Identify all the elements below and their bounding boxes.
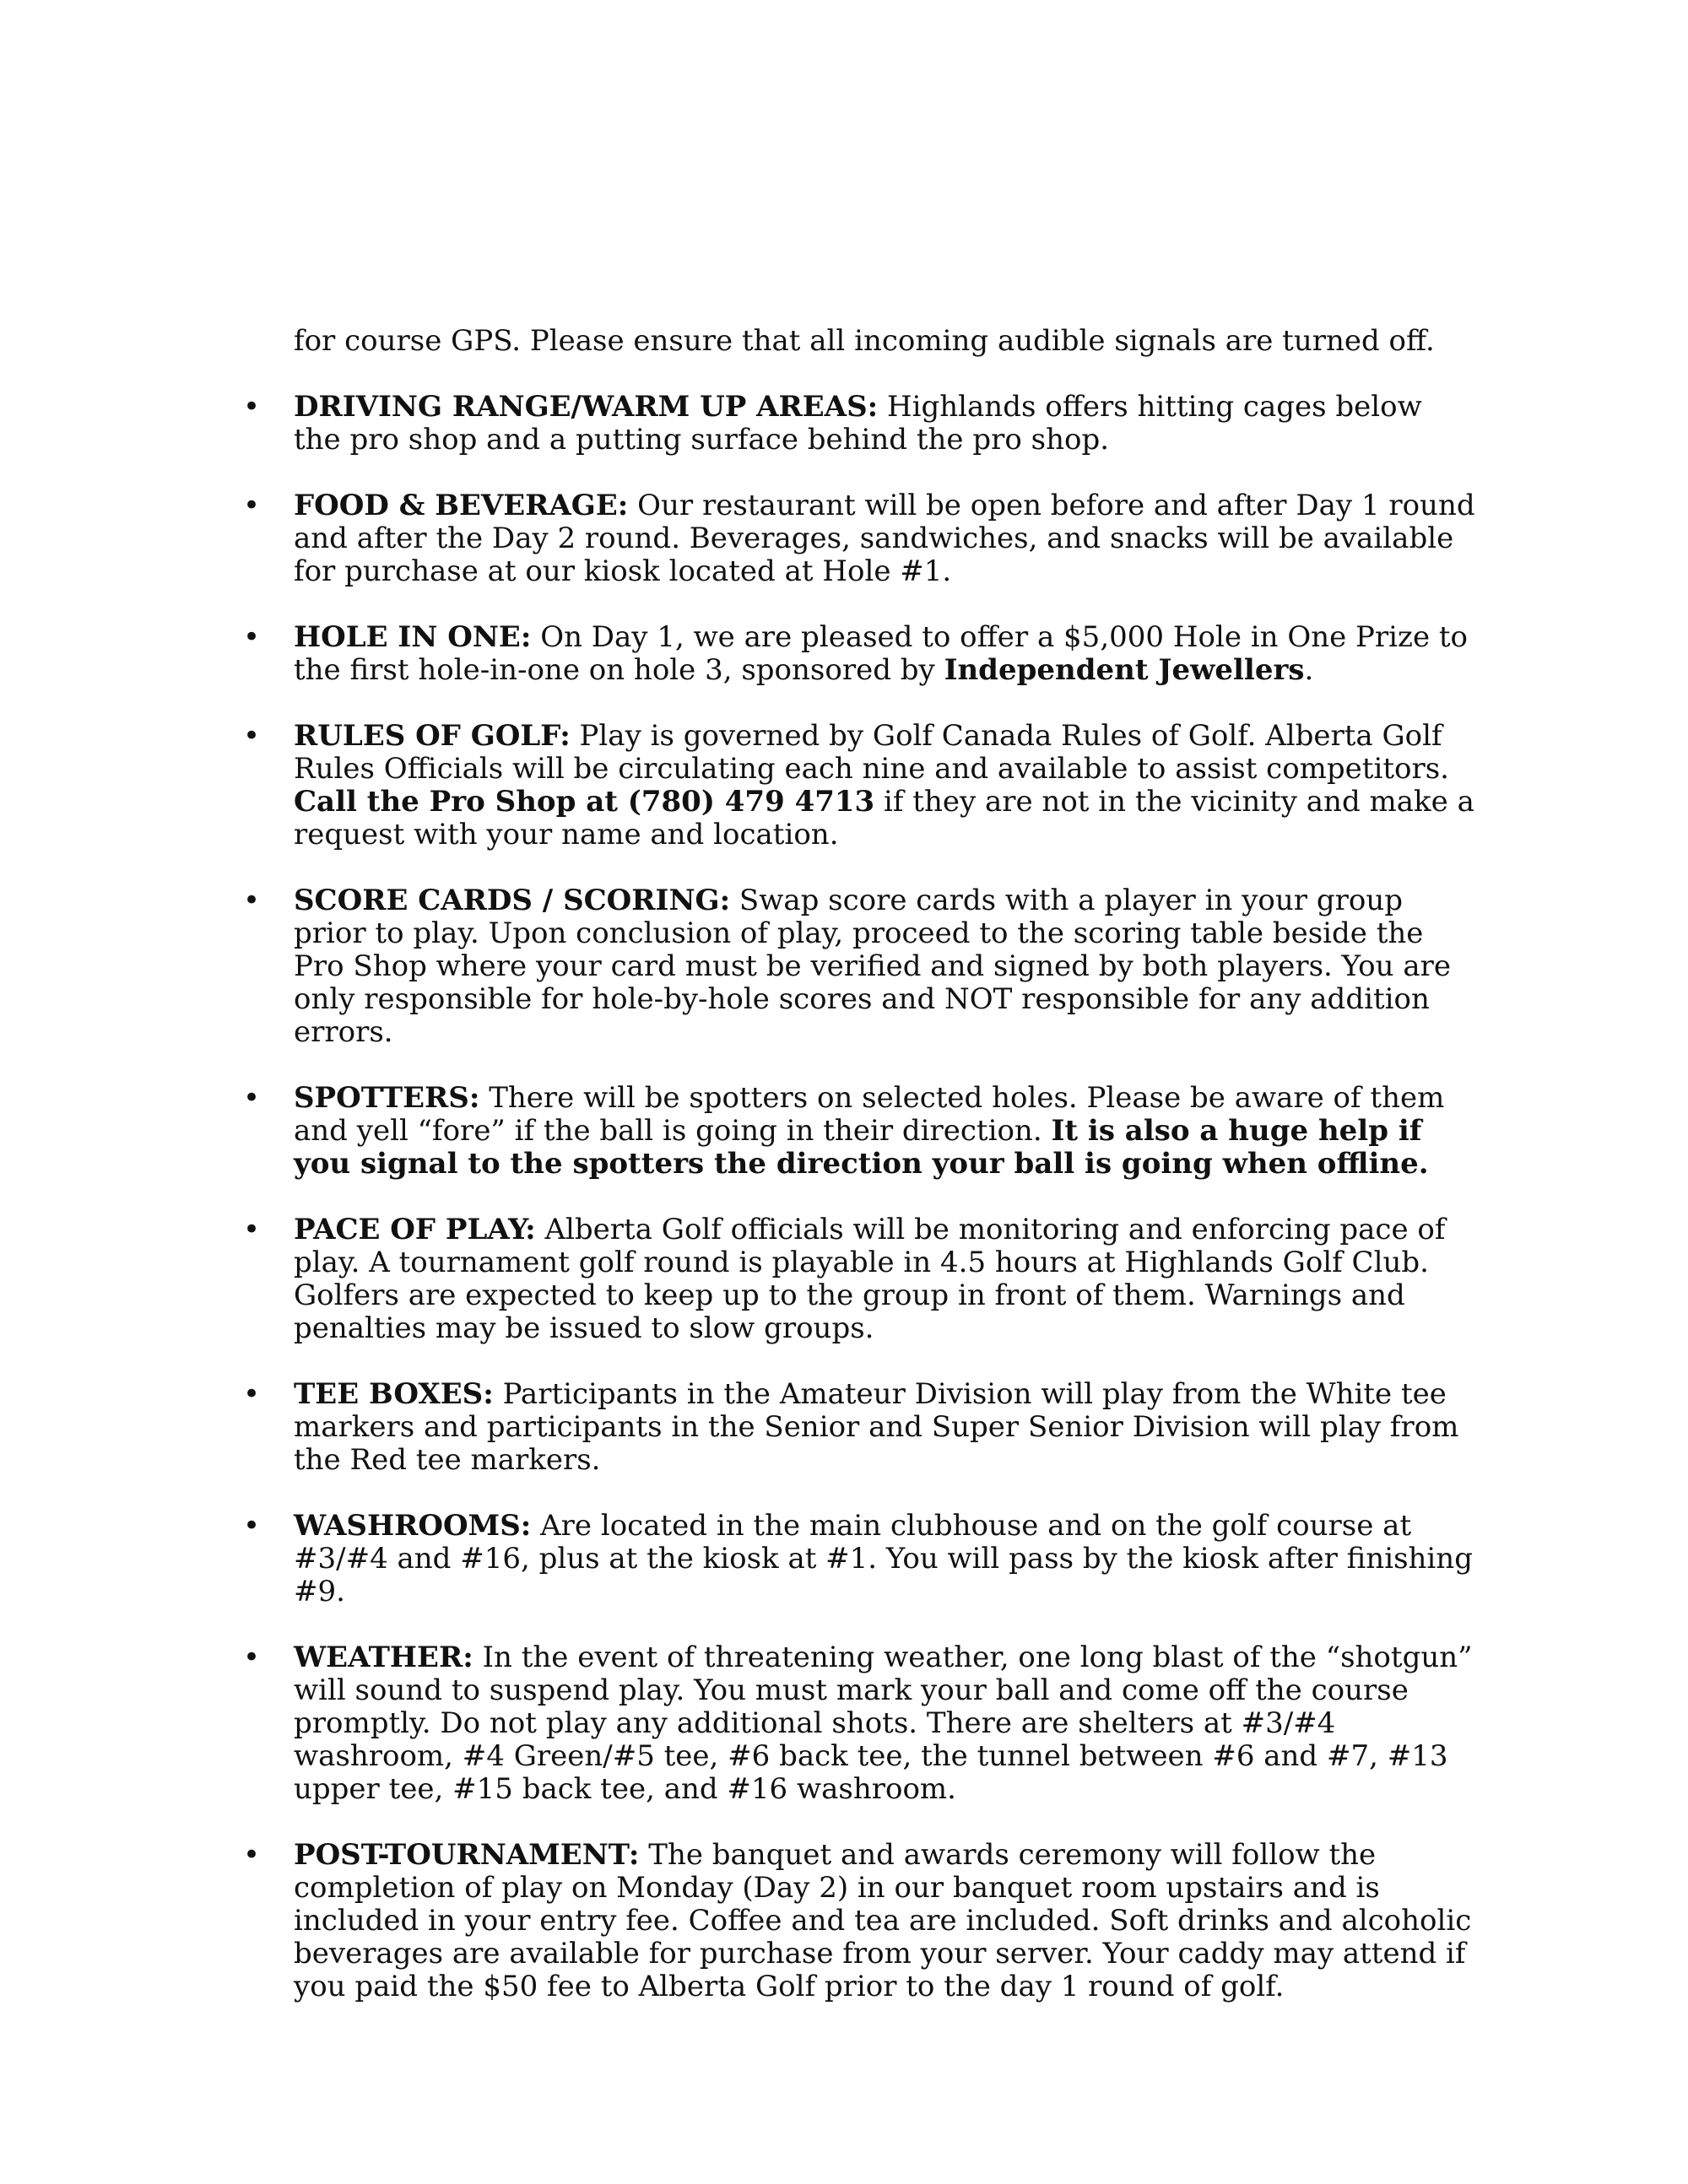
item-text: Play is governed by Golf Canada Rules of Golf. Alberta Golf Rules Officials will be circulating each nine and available to assist competitors. (294, 719, 1449, 786)
item-text: Alberta Golf officials will be monitoring and enforcing pace of play. A tournament golf round is playable in 4.5 hours at Highlands Golf Club. Golfers are expected to keep up to the group in front of them. Warnings and penalties may be issued to slow groups. (294, 1213, 1446, 1345)
item-heading: SPOTTERS: (294, 1081, 480, 1115)
bullet-icon: • (243, 1213, 261, 1246)
bullet-icon: • (243, 719, 261, 753)
item-heading: PACE OF PLAY: (294, 1213, 536, 1246)
document-body (243, 324, 1475, 2036)
item-heading: FOOD & BEVERAGE: (294, 489, 629, 522)
bullet-icon: • (243, 884, 261, 917)
item-text: There will be spotters on selected holes. Please be aware of them and yell “fore” if the ball is going in their direction. (294, 1081, 1445, 1148)
item-text: Swap score cards with a player in your group prior to play. Upon conclusion of play, proceed to the scoring table beside the Pro Shop where your card must be verified and signed by both players. You are only responsible for hole-by-hole scores and NOT responsible for any addition errors. (294, 884, 1451, 1049)
item-heading: POST-TOURNAMENT: (294, 1838, 640, 1872)
list-item (243, 884, 1475, 1049)
list-item (243, 620, 1475, 687)
list-item (243, 1213, 1475, 1345)
lead-paragraph: for course GPS. Please ensure that all incoming audible signals are turned off. (294, 324, 1435, 358)
item-emphasis: It is also a huge help if you signal to the spotters the direction your ball is going when offline. (294, 1114, 1429, 1181)
item-heading: WEATHER: (294, 1641, 473, 1674)
item-text: . (1304, 653, 1314, 687)
list-item (243, 1838, 1475, 2003)
item-text: Are located in the main clubhouse and on the golf course at #3/#4 and #16, plus at the kiosk at #1. You will pass by the kiosk after finishing #9. (294, 1509, 1473, 1608)
bullet-icon: • (243, 1081, 261, 1115)
item-text: In the event of threatening weather, one long blast of the “shotgun” will sound to suspend play. You must mark your ball and come off the course promptly. Do not play any additional shots. There are shelters at #3/#4 washroom, #4 Green/#5 tee, #6 back tee, the tunnel between #6 and #7, #13 upper tee, #15 back tee, and #16 washroom. (294, 1641, 1473, 1806)
list-item (243, 1509, 1475, 1608)
item-heading: SCORE CARDS / SCORING: (294, 884, 731, 917)
item-emphasis: Call the Pro Shop at (780) 479 4713 (294, 785, 875, 819)
item-text: if they are not in the vicinity and make a request with your name and location. (294, 785, 1474, 851)
bullet-icon: • (243, 620, 261, 654)
list-item (243, 489, 1475, 588)
list-item (243, 1641, 1475, 1806)
list-item (243, 1377, 1475, 1477)
bullet-icon: • (243, 1838, 261, 1872)
item-text: The banquet and awards ceremony will follow the completion of play on Monday (Day 2) in our banquet room upstairs and is included in your entry fee. Coffee and tea are included. Soft drinks and alcoholic beverages are available for purchase from your server. Your caddy may attend if you paid the $50 fee to Alberta Golf prior to the day 1 round of golf. (294, 1838, 1472, 2003)
item-heading: DRIVING RANGE/WARM UP AREAS: (294, 390, 879, 424)
list-item (243, 1081, 1475, 1181)
item-heading: RULES OF GOLF: (294, 719, 571, 753)
item-text: On Day 1, we are pleased to offer a $5,000 Hole in One Prize to the first hole-in-one on hole 3, sponsored by (294, 620, 1469, 687)
bullet-icon: • (243, 1509, 261, 1543)
item-text: Our restaurant will be open before and after Day 1 round and after the Day 2 round. Beverages, sandwiches, and snacks will be available for purchase at our kiosk located at Hole #1. (294, 489, 1475, 588)
list-item (243, 719, 1475, 851)
bullet-icon: • (243, 1641, 261, 1674)
bullet-icon: • (243, 1377, 261, 1411)
item-heading: WASHROOMS: (294, 1509, 532, 1543)
item-emphasis: Independent Jewellers (944, 653, 1305, 687)
item-heading: HOLE IN ONE: (294, 620, 532, 654)
tournament-info-list (243, 390, 1475, 2003)
item-heading: TEE BOXES: (294, 1377, 494, 1411)
item-text: Participants in the Amateur Division will play from the White tee markers and participants in the Senior and Super Senior Division will play from the Red tee markers. (294, 1377, 1459, 1477)
bullet-icon: • (243, 489, 261, 522)
list-item (243, 390, 1475, 457)
item-text: Highlands offers hitting cages below the pro shop and a putting surface behind the pro shop. (294, 390, 1422, 457)
bullet-icon: • (243, 390, 261, 424)
